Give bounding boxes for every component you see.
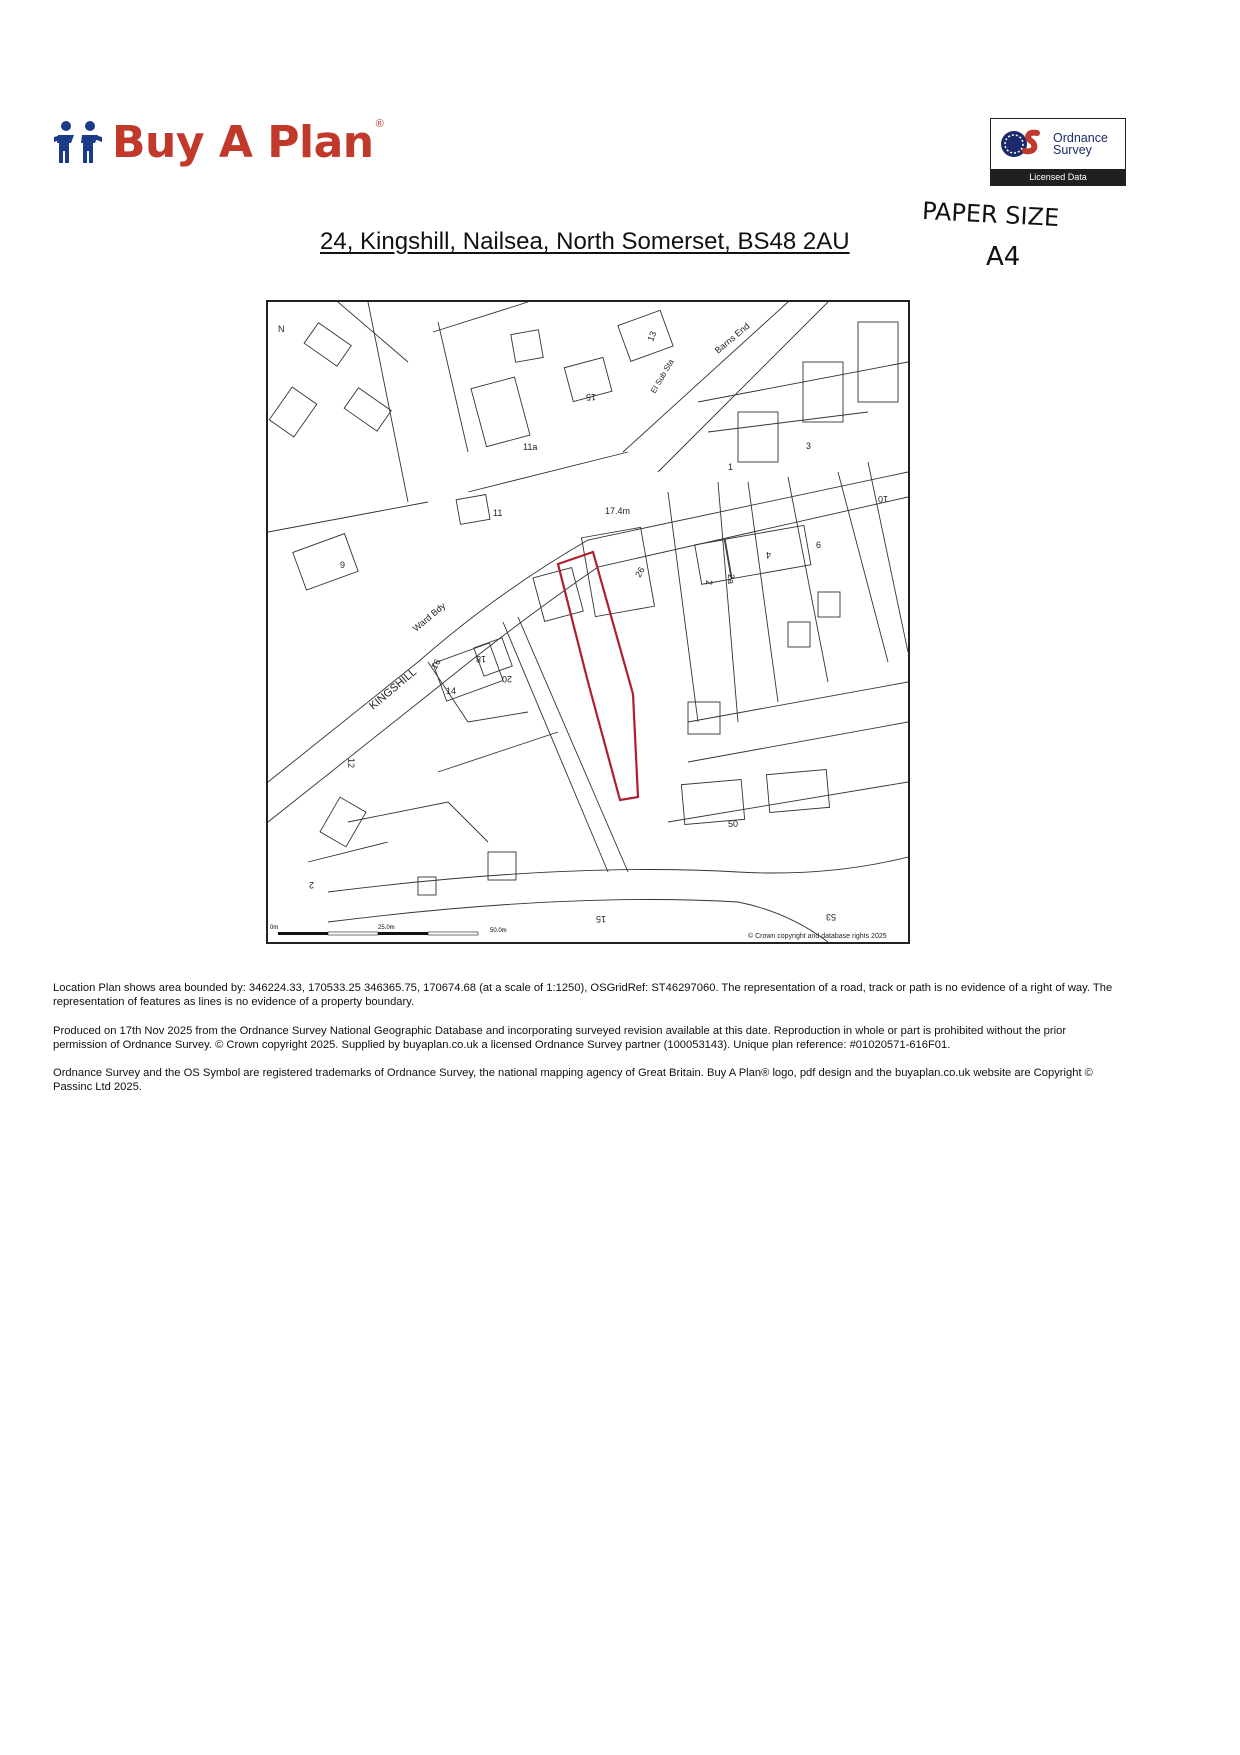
ordnance-survey-badge — [990, 118, 1126, 186]
house-15-south: 15 — [595, 914, 606, 924]
handwritten-note — [920, 195, 1090, 275]
road-lower-1 — [328, 857, 908, 892]
buy-a-plan-logo — [52, 112, 384, 172]
scale-zero: 0m — [270, 925, 279, 931]
scale-mid: 25.0m — [378, 925, 395, 931]
house-53: 53 — [825, 912, 836, 922]
logo-registered-mark: ® — [375, 118, 384, 130]
map-canvas — [268, 302, 908, 942]
house-15: 15 — [585, 392, 596, 402]
spot-height-label: 17.4m — [605, 506, 631, 516]
house-20: 20 — [501, 674, 512, 684]
map-copyright: © Crown copyright and database rights 2025 — [748, 933, 887, 940]
north-arrow-label: N — [278, 324, 285, 334]
road-barns-end-1 — [623, 302, 788, 452]
house-10: 10 — [877, 494, 888, 504]
house-2a: 2a — [726, 574, 736, 585]
house-11: 11 — [493, 508, 503, 518]
location-map — [266, 300, 910, 944]
os-licensed-bar: Licensed Data — [991, 169, 1125, 185]
sub-station-label: El Sub Sta — [648, 357, 676, 395]
handwritten-a4: A4 — [986, 242, 1021, 272]
site-boundary — [558, 552, 638, 800]
road-label-kingshill: KINGSHILL — [367, 666, 419, 713]
house-16: 16 — [429, 657, 443, 671]
house-18: 18 — [475, 654, 486, 664]
house-26: 26 — [633, 565, 647, 579]
footer-production-text: Produced on 17th Nov 2025 from the Ordnance Survey National Geographic Database and incorporating surveyed revision available at this date. Reproduction in whole or part is prohibited without the prior permission of Ordnance Survey. © Crown copyright 2025. Supplied by buyaplan.co.uk a licensed Ordnance Survey partner (100053143). Unique plan reference: #01020571-616F01. — [53, 1025, 1067, 1051]
os-line-1: Ordnance — [1053, 131, 1108, 145]
scale-end: 50.0m — [490, 928, 507, 934]
logo-text: Buy A Plan — [112, 116, 374, 168]
house-1: 1 — [728, 462, 734, 472]
road-kingshill-edge-2 — [268, 497, 908, 822]
people-icon — [52, 119, 104, 165]
track-2 — [518, 617, 628, 872]
house-14: 14 — [446, 686, 457, 696]
house-2-east: 2 — [704, 580, 714, 586]
house-3: 3 — [806, 441, 812, 451]
barns-end-label: Barns End — [712, 320, 752, 356]
house-50: 50 — [728, 819, 739, 829]
house-2-west: 2 — [308, 880, 314, 890]
house-4: 4 — [765, 550, 771, 560]
scale-bar — [270, 925, 507, 935]
os-symbol-icon — [995, 119, 1055, 169]
footer-location-text: Location Plan shows area bounded by: 346224.33, 170533.25 346365.75, 170674.68 (at a scale of 1:1250), OSGridRef: ST46297060. The representation of a road, track or path is no evidence of a right of way. The representation of features as lines is no evidence of a property boundary. — [53, 982, 1113, 1008]
house-11a: 11a — [523, 442, 538, 452]
os-line-2: Survey — [1053, 143, 1092, 157]
handwritten-paper-size: PAPER SIZE — [921, 196, 1060, 233]
house-12: 12 — [346, 758, 356, 769]
house-13: 13 — [645, 329, 659, 343]
house-6: 6 — [816, 540, 822, 550]
track-1 — [503, 622, 608, 872]
footer-trademark-text: Ordnance Survey and the OS Symbol are registered trademarks of Ordnance Survey, the national mapping agency of Great Britain. Buy A Plan® logo, pdf design and the buyaplan.co.uk website are Copyright © Passinc Ltd 2025. — [53, 1067, 1093, 1093]
ward-boundary-label: Ward Bdy — [410, 600, 448, 634]
address-title: 24, Kingshill, Nailsea, North Somerset, BS48 2AU — [320, 228, 850, 255]
house-9: 9 — [340, 560, 346, 570]
